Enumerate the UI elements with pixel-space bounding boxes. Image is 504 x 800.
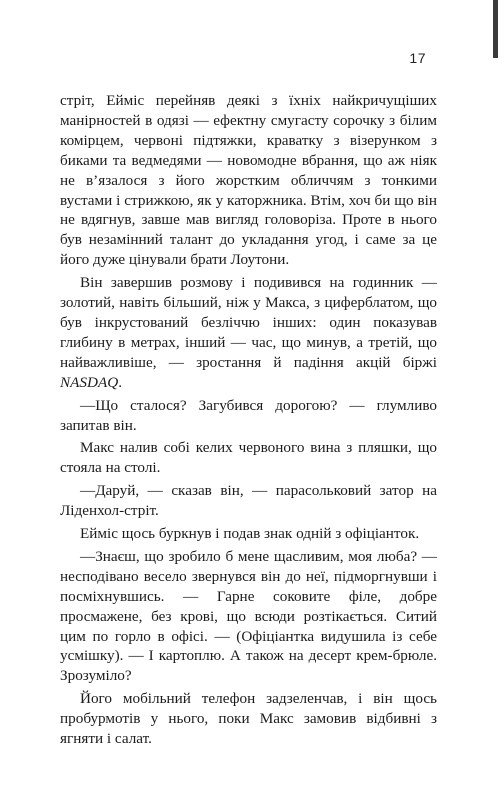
paragraph-2-text: Він завершив розмову і подивився на годинник — золотий, навіть більший, ніж у Макса, з циферблатом, що був інкрустований безліччю інших: один показував глибину в метрах, інший — час, що минув, а третій, що найважливіше, — зростання й падіння акцій біржі (60, 274, 437, 371)
paragraph-2 (60, 273, 437, 392)
paragraph-3: —Що сталося? Загубився дорогою? — глумливо запитав він. (60, 396, 437, 434)
paragraph-1: стріт, Ейміс перейняв деякі з їхніх найкричущіших манірностей в одязі — ефектну смугасту сорочку з білим комірцем, червоні підтяжки, краватку з візерунком з биками та ведмедями — новомодне вбрання, що аж ніяк не в’язалося з його жорстким обличчям з тонкими вустами і стрижкою, як у каторжника. Втім, хоч би що він не вдягнув, завше мав вигляд головоріза. Проте в нього був незамінний талант до укладання угод, і саме за це його дуже цінували брати Лоутони. (60, 92, 437, 269)
page-number: 17 (409, 50, 426, 66)
paragraph-7: —Знаєш, що зробило б мене щасливим, моя люба? — несподівано весело звернувся він до неї, підморгнувши і посміхнувшись. — Гарне соковите філе, добре просмажене, без крові, що всюди розтікається. Ситий цим по горло в офісі. — (Офіціантка видушила із себе усмішку). — І картоплю. А також на десерт крем-брюле. Зрозуміло? (60, 547, 437, 685)
paragraph-8: Його мобільний телефон задзеленчав, і він щось пробурмотів у нього, поки Макс замовив відбивні з ягняти і салат. (60, 690, 437, 748)
paragraph-4: Макс налив собі келих червоного вина з пляшки, що стояла на столі. (60, 439, 437, 477)
paragraph-2-end: . (118, 373, 123, 391)
paragraph-6: Ейміс щось буркнув і подав знак одній з офіціанток. (80, 525, 420, 543)
paragraph-5: —Даруй, — сказав він, — парасольковий затор на Ліденхол-стріт. (60, 482, 437, 520)
page-edge-marker (493, 0, 498, 58)
nasdaq-term: NASDAQ (60, 373, 119, 391)
body-text (60, 91, 437, 752)
